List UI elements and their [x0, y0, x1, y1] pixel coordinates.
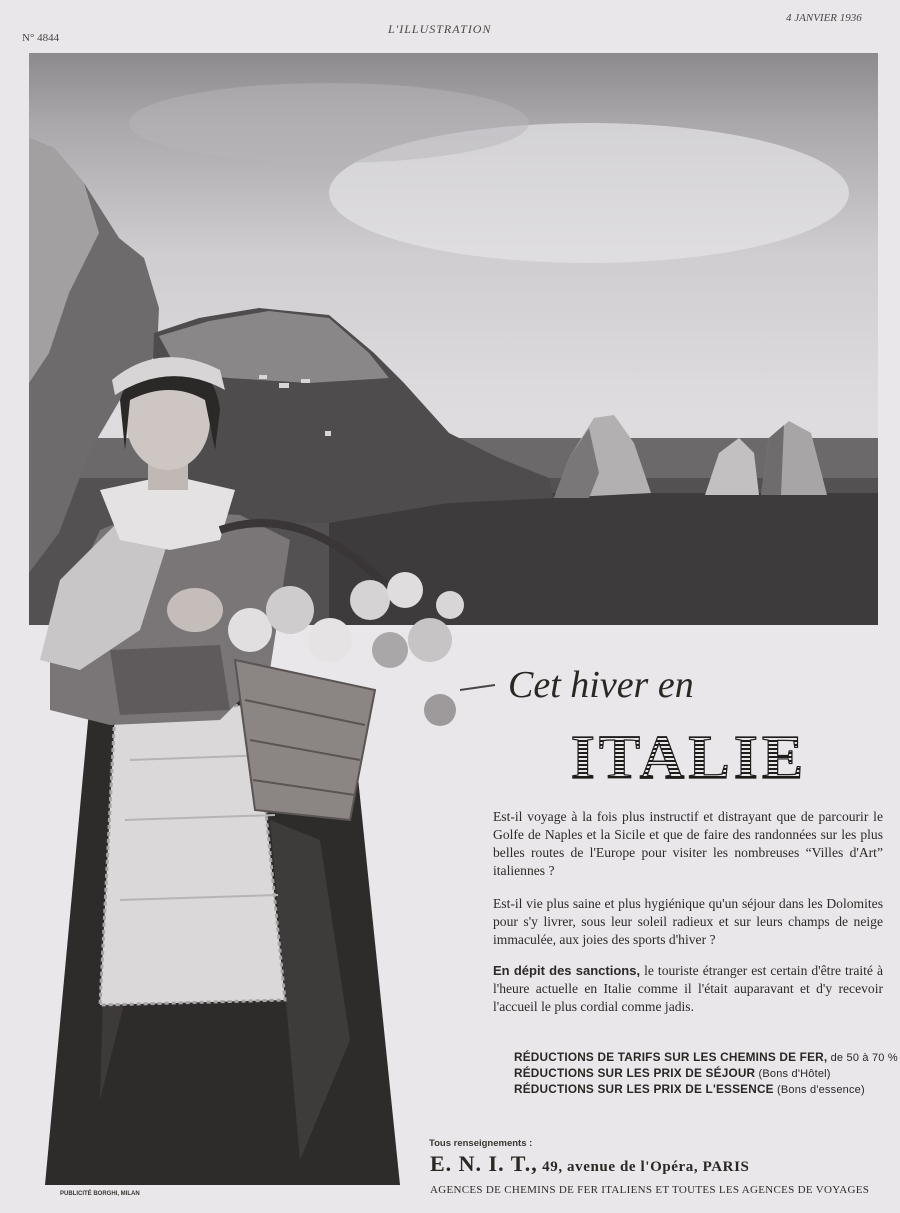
credit-line: PUBLICITÉ BORGHI, MILAN: [60, 1191, 140, 1197]
sanctions-text: le touriste étranger est certain d'être traité à l'heure actuelle en Italie comme il l'était auparavant et d'y recevoir l'accueil le plus cordial comme jadis.: [493, 963, 884, 1014]
agencies-line: AGENCES DE CHEMINS DE FER ITALIENS ET TOUTES LES AGENCES DE VOYAGES: [430, 1184, 870, 1196]
reduction-essence: RÉDUCTIONS SUR LES PRIX DE L'ESSENCE (Bons d'essence): [514, 1082, 865, 1096]
enit-address: E. N. I. T., 49, avenue de l'Opéra, PARIS: [430, 1151, 750, 1176]
woman-with-flower-basket: [20, 340, 510, 1190]
headline-italie: [534, 716, 844, 796]
paragraph-dolomites: Est-il vie plus saine et plus hygiénique qu'un séjour dans les Dolomites pour s'y livrer, sous leur soleil radieux et sur leurs champs de neige immaculée, aux joies des sports d'hiver ?: [493, 896, 883, 947]
sanctions-bold: En dépit des sanctions,: [493, 963, 641, 978]
info-label: Tous renseignements :: [429, 1138, 533, 1149]
reduction-chemins-de-fer: RÉDUCTIONS DE TARIFS SUR LES CHEMINS DE FER, de 50 à 70 %: [514, 1050, 898, 1064]
reduction-sejour: RÉDUCTIONS SUR LES PRIX DE SÉJOUR (Bons d'Hôtel): [514, 1066, 831, 1080]
paragraph-villes-d-art: Est-il voyage à la fois plus instructif et distrayant que de parcourir le Golfe de Naples et la Sicile et que de faire des randonnées sur les plus belles routes de l'Europe pour visiter les nombreuses “Villes d'Art” italiennes ?: [493, 809, 883, 878]
magazine-title: L'ILLUSTRATION: [388, 22, 492, 36]
issue-date: 4 JANVIER 1936: [786, 12, 862, 24]
issue-number: N° 4844: [22, 32, 60, 44]
paragraph-sanctions: [493, 962, 883, 1016]
page-header: [0, 0, 900, 50]
svg-text:ITALIE: ITALIE: [570, 724, 808, 792]
headline-cet-hiver: Cet hiver en: [508, 664, 694, 706]
